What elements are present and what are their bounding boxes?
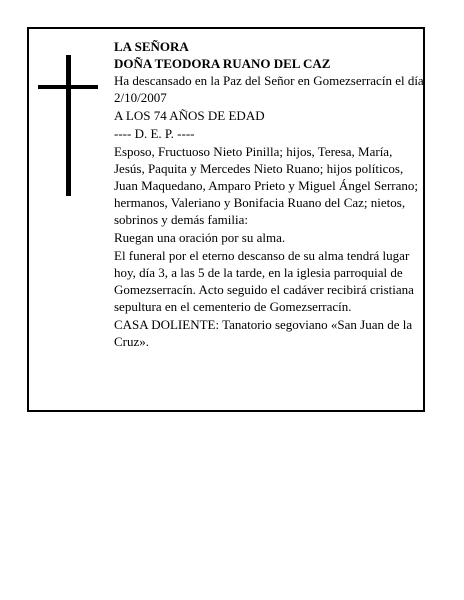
mourning-house: CASA DOLIENTE: Tanatorio segoviano «San Juan de la Cruz». xyxy=(114,317,413,349)
funeral-details: El funeral por el eterno descanso de su alma tendrá lugar hoy, día 3, a las 5 de la tarde, en la iglesia parroquial de Gomezserracín. Acto seguido el cadáver recibirá cristiana sepultura en el cementerio de Gomezserracín. xyxy=(114,248,414,314)
death-announcement: Ha descansado en la Paz del Señor en Gomezserracín el día 2/10/2007 xyxy=(114,73,424,105)
prayer-request: Ruegan una oración por su alma. xyxy=(114,230,286,245)
cross-horizontal-bar xyxy=(38,85,98,89)
deceased-name: DOÑA TEODORA RUANO DEL CAZ xyxy=(114,56,331,71)
family-list: Esposo, Fructuoso Nieto Pinilla; hijos, Teresa, María, Jesús, Paquita y Mercedes Nieto Ruano; hijos políticos, Juan Maquedano, Amparo Prieto y Miguel Ángel Serrano; hermanos, Valeriano y Bonifacia Ruano del Caz; nietos, sobrinos y demás familia: xyxy=(114,144,418,227)
heading-title: LA SEÑORA xyxy=(114,39,189,54)
age-line: A LOS 74 AÑOS DE EDAD xyxy=(114,108,265,123)
obituary-text xyxy=(114,38,424,351)
cross-vertical-bar xyxy=(66,55,71,196)
rip-line: ---- D. E. P. ---- xyxy=(114,126,195,141)
